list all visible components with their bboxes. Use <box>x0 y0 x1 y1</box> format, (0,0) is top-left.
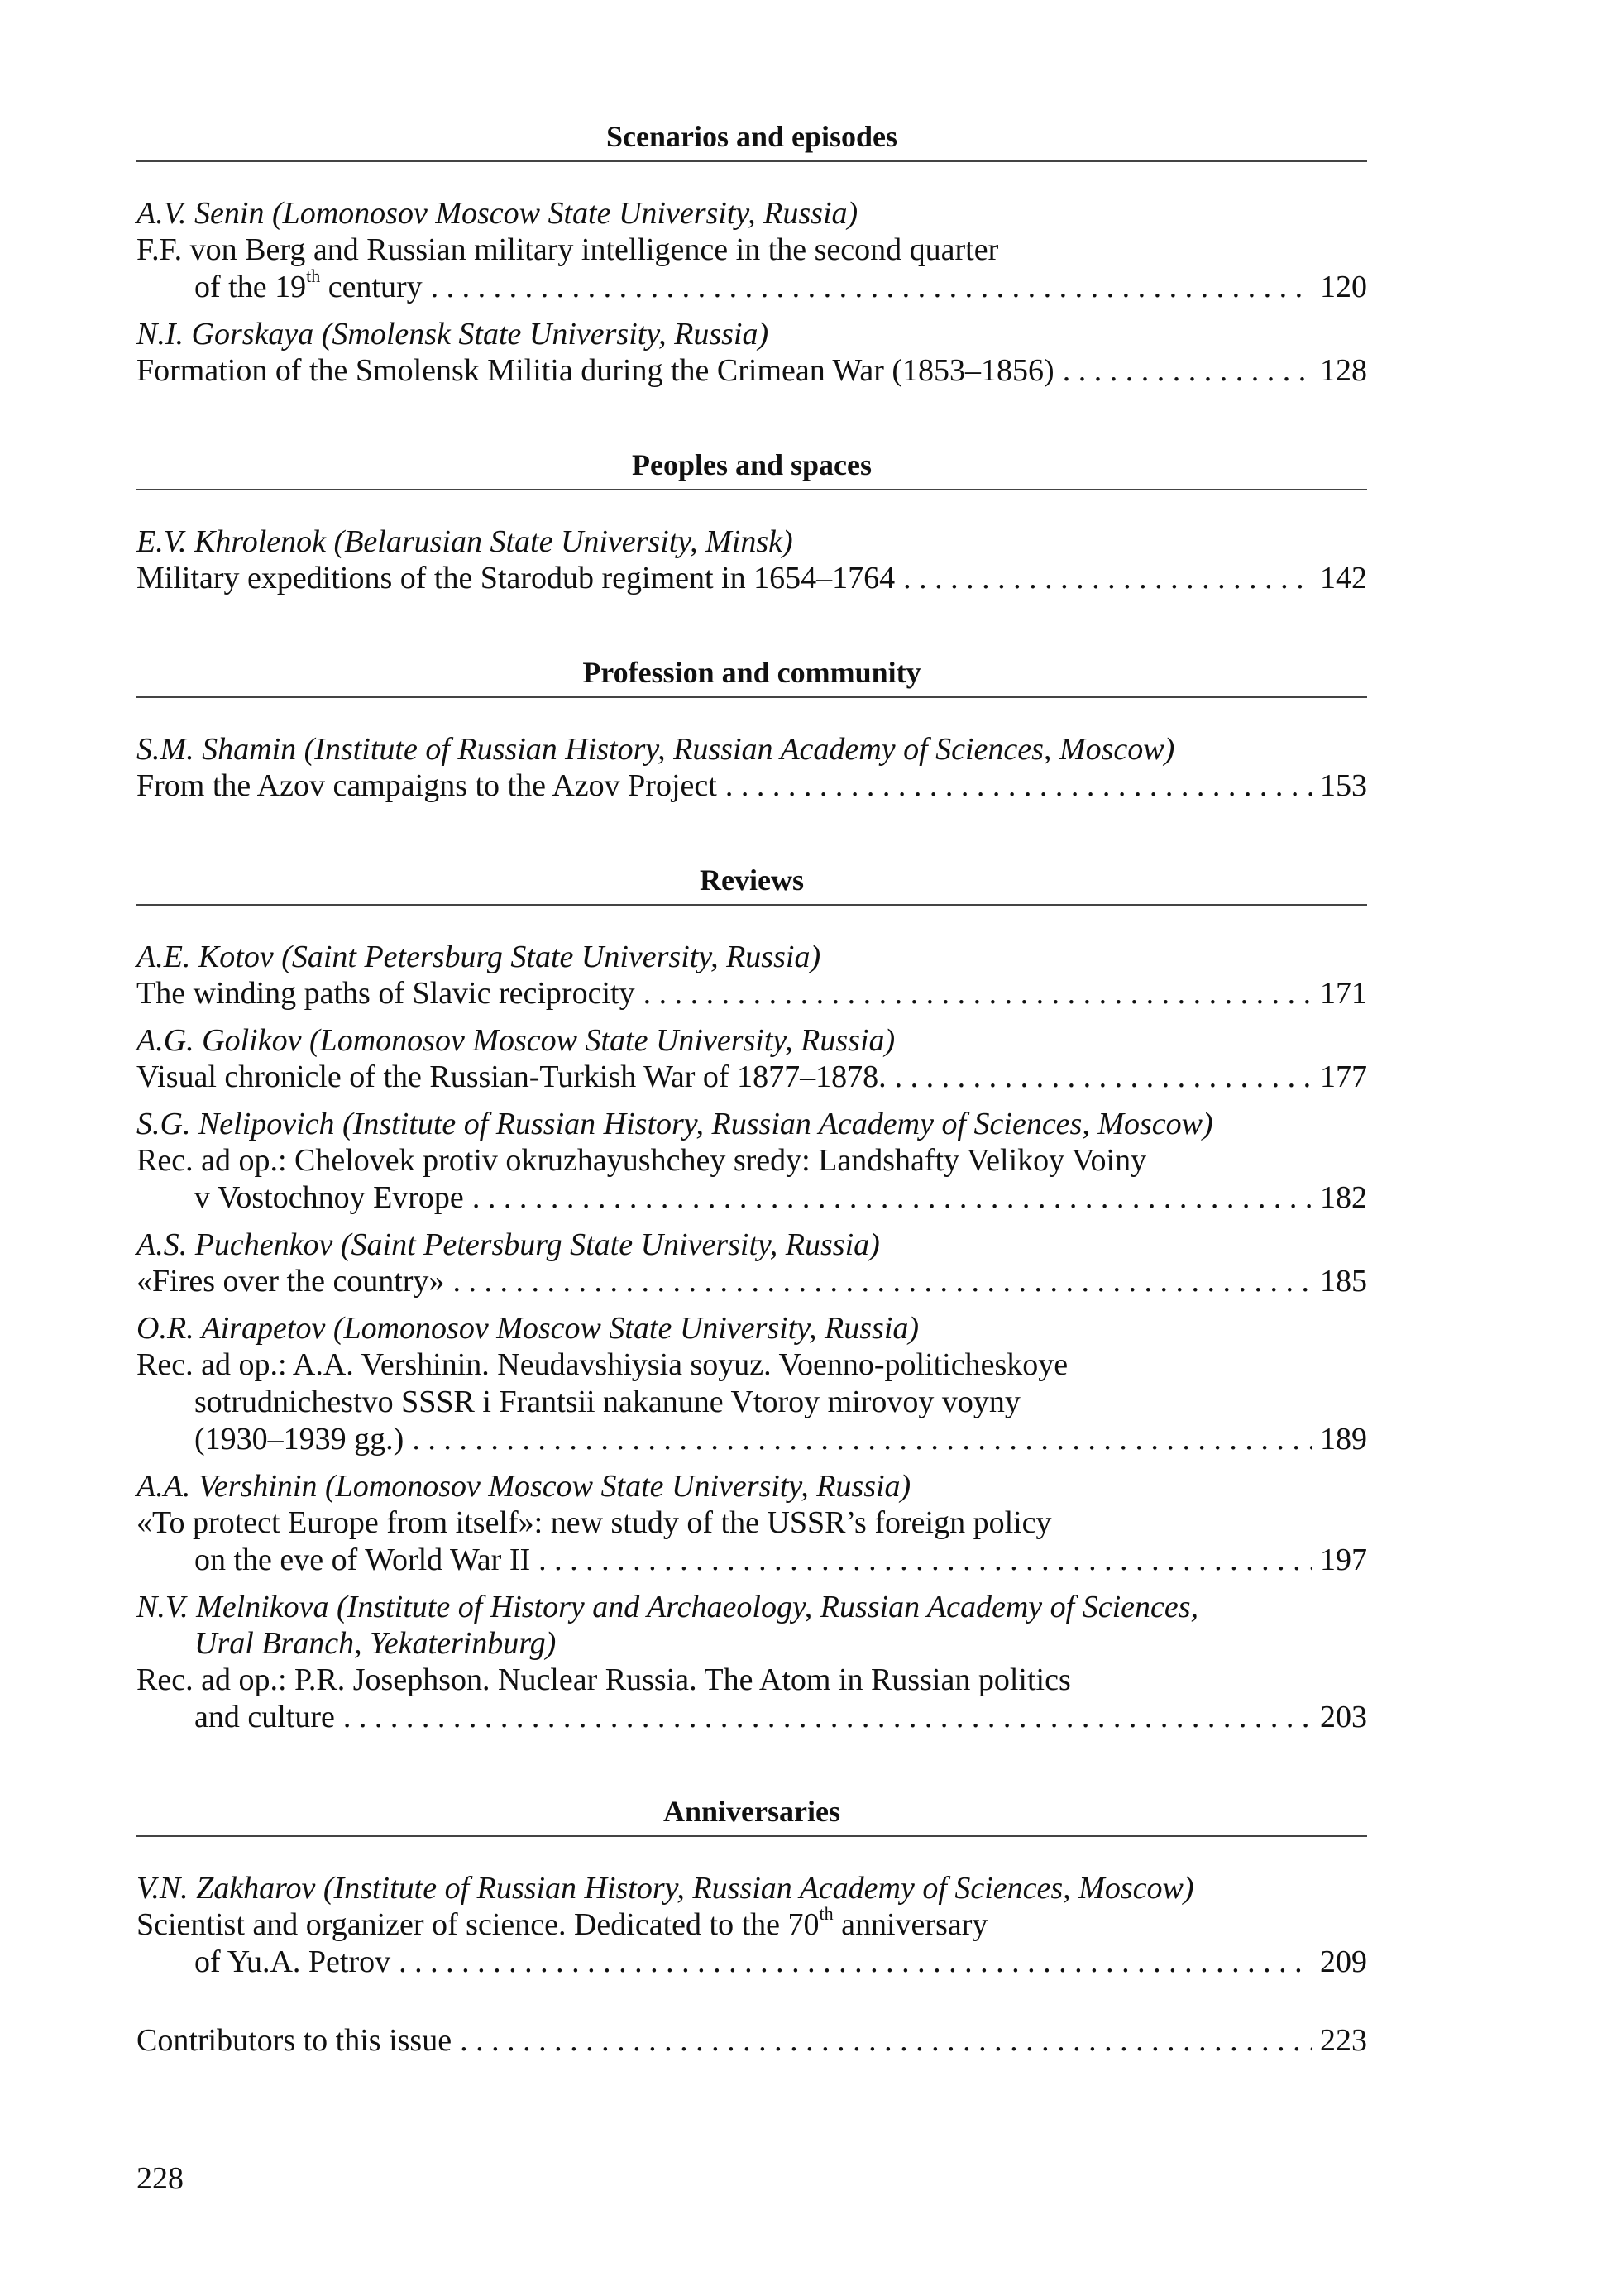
entry-page: 197 <box>1320 1543 1367 1577</box>
entry-author: A.G. Golikov (Lomonosov Moscow State University, Russia) <box>136 1023 896 1058</box>
toc-entry[interactable] <box>136 1870 1367 1981</box>
leader-dots <box>725 768 1312 805</box>
toc-section <box>136 652 1367 805</box>
leader-dots <box>460 2022 1312 2059</box>
entry-title-line: Visual chronicle of the Russian-Turkish War of 1877–1878. . . . 177 <box>136 1059 1367 1096</box>
entry-title-line: The winding paths of Slavic reciprocity . . . 171 <box>136 975 1367 1012</box>
page-number: 228 <box>136 2161 184 2196</box>
toc-entry[interactable] <box>136 1227 1367 1300</box>
leader-dots <box>895 1059 1312 1096</box>
entry-author: A.S. Puchenkov (Saint Petersburg State University, Russia) <box>136 1227 880 1262</box>
toc-section <box>136 859 1367 1736</box>
entry-title-line: Contributors to this issue . . . 223 <box>136 2022 1367 2059</box>
entry-author: O.R. Airapetov (Lomonosov Moscow State University, Russia) <box>136 1311 920 1346</box>
toc-section <box>136 116 1367 390</box>
entry-author: V.N. Zakharov (Institute of Russian History, Russian Academy of Sciences, Moscow) <box>136 1871 1194 1906</box>
toc-entry[interactable] <box>136 1468 1367 1579</box>
entry-page: 142 <box>1320 561 1367 596</box>
toc-entry[interactable] <box>136 939 1367 1012</box>
entry-page: 153 <box>1320 768 1367 803</box>
entry-author: S.G. Nelipovich (Institute of Russian History, Russian Academy of Sciences, Moscow) <box>136 1107 1213 1141</box>
entry-title-line: Formation of the Smolensk Militia during the Crimean War (1853–1856) . . . 128 <box>136 352 1367 390</box>
entry-page: 209 <box>1320 1944 1367 1979</box>
entry-title-line: «To protect Europe from itself»: new study of the USSR’s foreign policy <box>136 1505 1052 1540</box>
toc-entry[interactable] <box>136 1310 1367 1458</box>
entry-author: E.V. Khrolenok (Belarusian State University, Minsk) <box>136 524 793 559</box>
leader-dots <box>453 1263 1312 1300</box>
toc-entry[interactable] <box>136 1106 1367 1217</box>
toc-entry[interactable] <box>136 1022 1367 1096</box>
section-title: Anniversaries <box>136 1791 1367 1837</box>
contributors-entry[interactable] <box>136 2022 1367 2059</box>
entry-title-line: sotrudnichestvo SSSR i Frantsii nakanune Vtoroy mirovoy voyny <box>194 1385 1021 1419</box>
entry-author: N.I. Gorskaya (Smolensk State University, Russia) <box>136 317 769 352</box>
entry-title-line: Rec. ad op.: Chelovek protiv okruzhayushchey sredy: Landshafty Velikoy Voiny <box>136 1143 1147 1178</box>
entry-title-line: v Vostochnoy Evrope . . . 182 <box>136 1179 1367 1217</box>
toc-entry[interactable] <box>136 731 1367 805</box>
leader-dots <box>399 1944 1312 1981</box>
entry-title-line: and culture . . . 203 <box>136 1699 1367 1736</box>
entry-title-line: on the eve of World War II . . . 197 <box>136 1542 1367 1579</box>
entry-title-line: of the 19th century . . . 120 <box>136 269 1367 306</box>
toc-entry[interactable] <box>136 524 1367 597</box>
entry-page: 177 <box>1320 1060 1367 1094</box>
entry-title-line: «Fires over the country» . . . 185 <box>136 1263 1367 1300</box>
leader-dots <box>643 975 1312 1012</box>
leader-dots <box>431 269 1312 306</box>
leader-dots <box>412 1421 1312 1458</box>
entry-title-line: Rec. ad op.: P.R. Josephson. Nuclear Russia. The Atom in Russian politics <box>136 1662 1071 1697</box>
leader-dots <box>1063 352 1312 390</box>
toc-entry[interactable] <box>136 195 1367 306</box>
entry-author: A.E. Kotov (Saint Petersburg State University, Russia) <box>136 940 821 974</box>
entry-page: 128 <box>1320 353 1367 388</box>
entry-page: 182 <box>1320 1180 1367 1215</box>
entry-title-line: of Yu.A. Petrov . . . 209 <box>136 1944 1367 1981</box>
entry-author: N.V. Melnikova (Institute of History and Archaeology, Russian Academy of Sciences, Ural Branch, Yekaterinburg) <box>136 1590 1199 1661</box>
section-title: Scenarios and episodes <box>136 116 1367 162</box>
entry-title-line: F.F. von Berg and Russian military intelligence in the second quarter <box>136 232 999 267</box>
entry-page: 223 <box>1320 2023 1367 2058</box>
toc-section <box>136 1791 1367 1981</box>
entry-page: 171 <box>1320 976 1367 1011</box>
table-of-contents <box>136 116 1367 2069</box>
entry-title-line: Scientist and organizer of science. Dedicated to the 70th anniversary <box>136 1903 988 1942</box>
leader-dots <box>343 1699 1312 1736</box>
leader-dots <box>903 560 1312 597</box>
toc-entry[interactable] <box>136 1589 1367 1736</box>
entry-page: 120 <box>1320 270 1367 304</box>
entry-title-line: (1930–1939 gg.) . . . 189 <box>136 1421 1367 1458</box>
entry-title-line: From the Azov campaigns to the Azov Project . . . 153 <box>136 768 1367 805</box>
leader-dots <box>538 1542 1312 1579</box>
entry-author: A.V. Senin (Lomonosov Moscow State University, Russia) <box>136 196 858 231</box>
entry-author: A.A. Vershinin (Lomonosov Moscow State University, Russia) <box>136 1469 911 1504</box>
entry-author: S.M. Shamin (Institute of Russian History, Russian Academy of Sciences, Moscow) <box>136 732 1175 767</box>
entry-page: 203 <box>1320 1700 1367 1734</box>
section-title: Reviews <box>136 859 1367 906</box>
toc-section <box>136 444 1367 597</box>
entry-title-line: Rec. ad op.: A.A. Vershinin. Neudavshiysia soyuz. Voenno-politicheskoye <box>136 1347 1069 1382</box>
section-title: Profession and community <box>136 652 1367 698</box>
toc-entry[interactable] <box>136 316 1367 390</box>
section-title: Peoples and spaces <box>136 444 1367 490</box>
entry-page: 189 <box>1320 1422 1367 1457</box>
leader-dots <box>472 1179 1312 1217</box>
entry-title-line: Military expeditions of the Starodub regiment in 1654–1764 . . . 142 <box>136 560 1367 597</box>
entry-page: 185 <box>1320 1264 1367 1299</box>
